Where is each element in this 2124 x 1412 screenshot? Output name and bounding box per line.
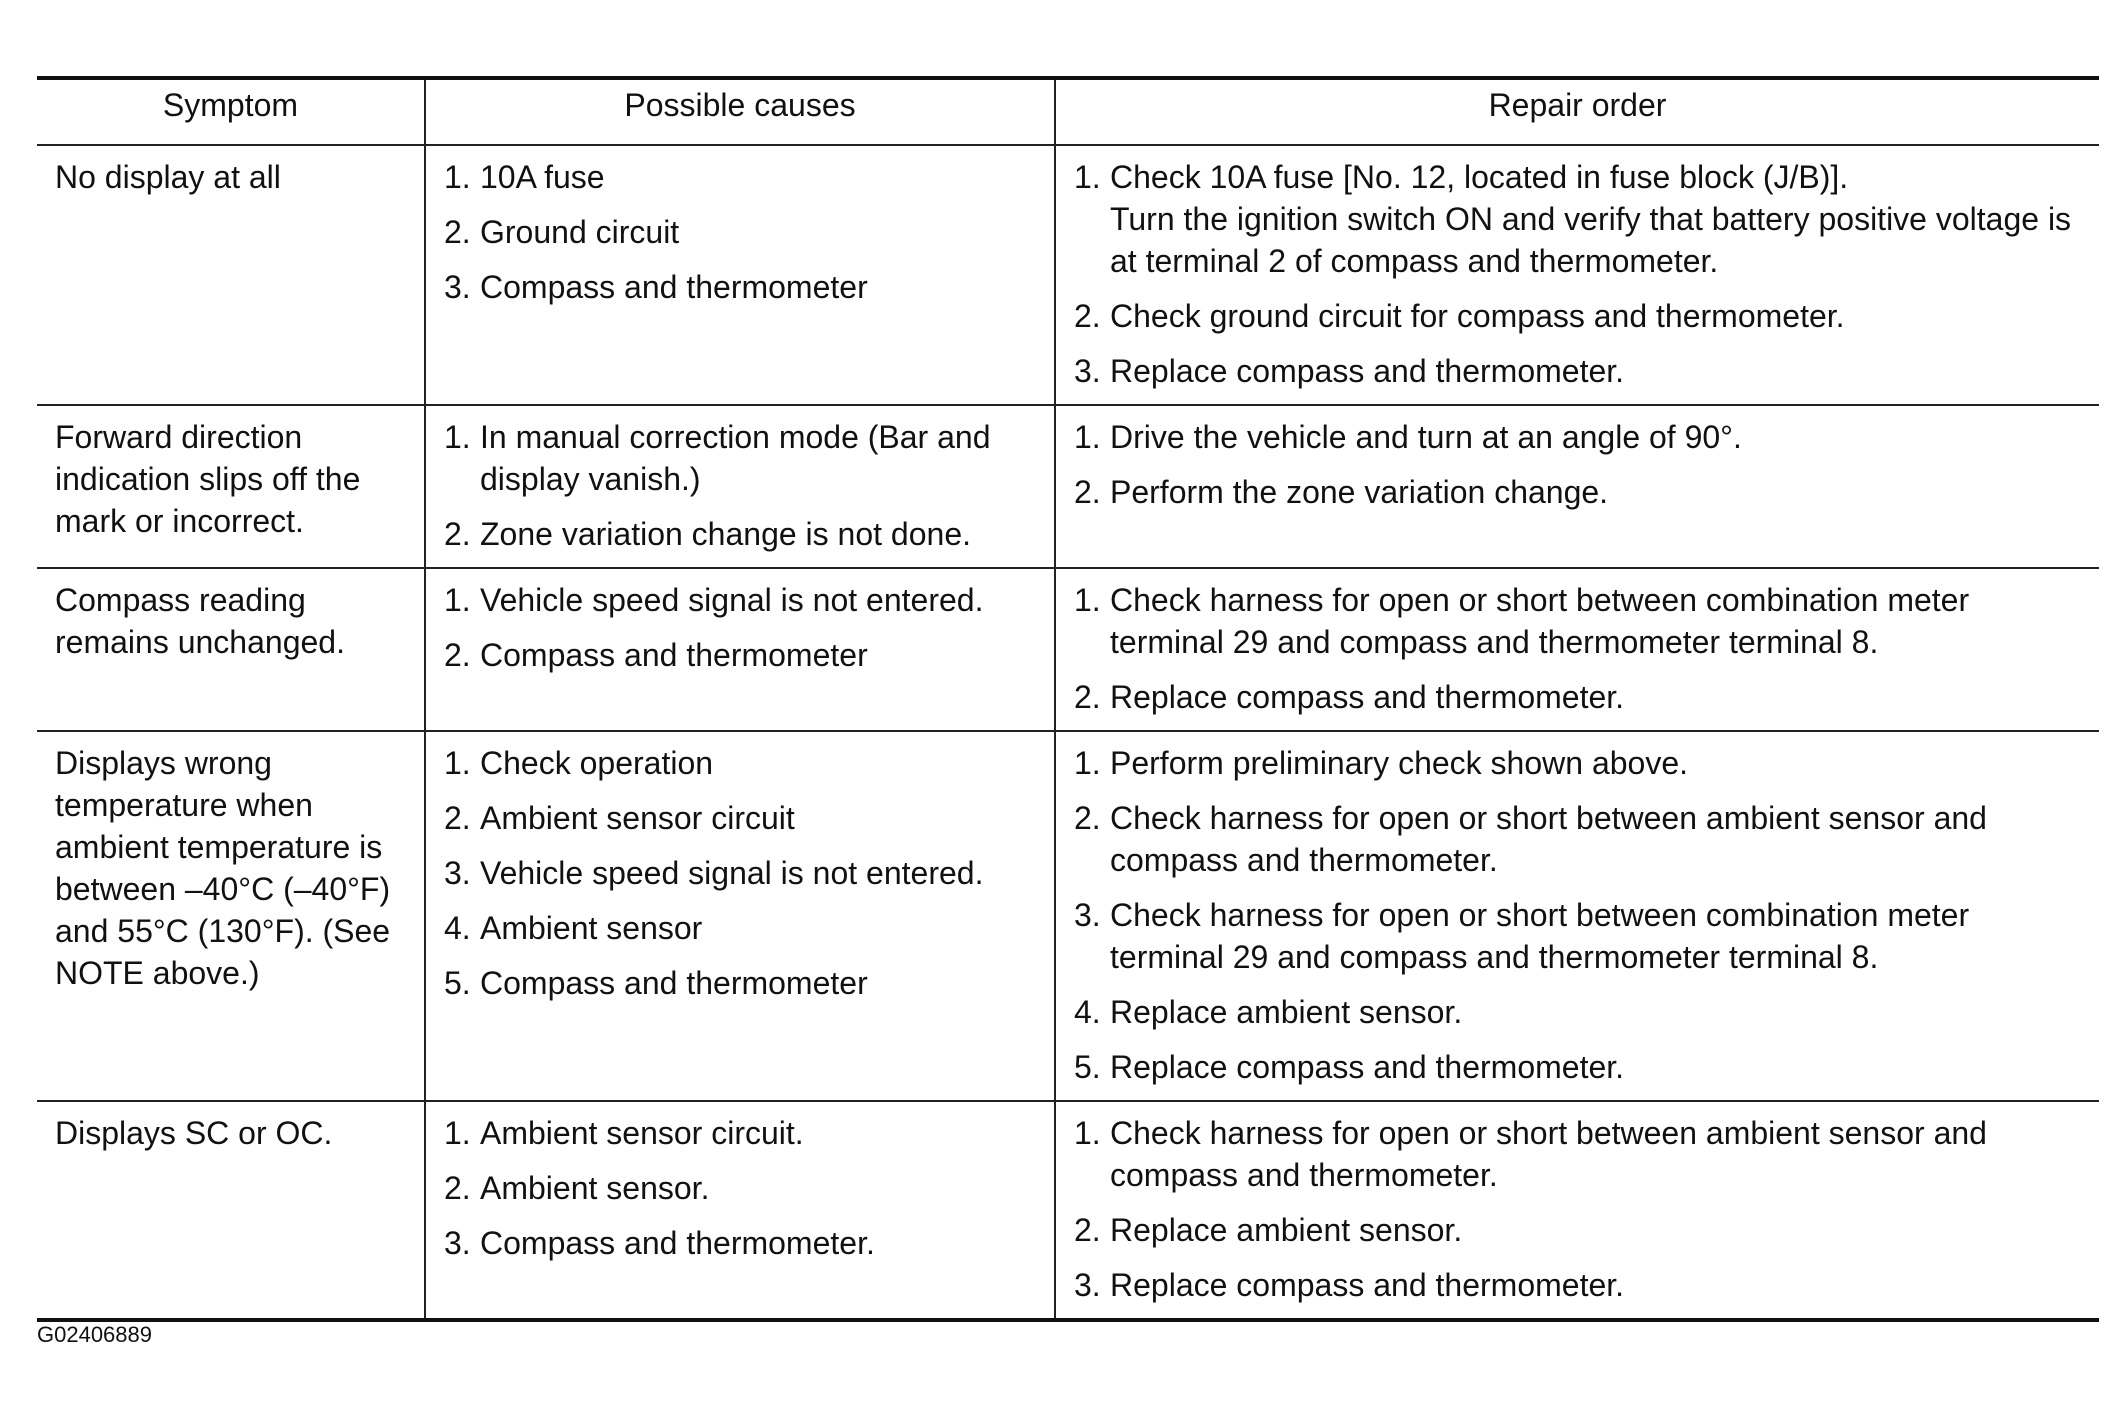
item-text: Check harness for open or short between ambient sensor and compass and thermometer.: [1110, 800, 1987, 878]
repair-cell-list: [1074, 742, 2085, 1088]
item-text-block: [480, 211, 1040, 253]
item-text: Perform preliminary check shown above.: [1110, 745, 1689, 781]
item-number: 2.: [1074, 679, 1101, 715]
cause-item: [444, 416, 1040, 500]
item-text-block: [1110, 742, 2085, 784]
item-text-block: [480, 1222, 1040, 1264]
item-text-block: [480, 634, 1040, 676]
item-text-block: [1110, 1264, 2085, 1306]
item-text: Ambient sensor circuit: [480, 800, 795, 836]
cause-item: [444, 797, 1040, 839]
causes-cell: [425, 405, 1055, 568]
item-text-block: [1110, 894, 2085, 978]
item-text-block: [480, 1167, 1040, 1209]
repair-item: [1074, 416, 2085, 458]
item-number: 2.: [444, 800, 471, 836]
table-row: [37, 405, 2099, 568]
item-text-block: [480, 156, 1040, 198]
item-text-block: [1110, 350, 2085, 392]
item-number: 1.: [1074, 159, 1101, 195]
item-text-block: [1110, 676, 2085, 718]
item-text: Replace ambient sensor.: [1110, 1212, 1463, 1248]
item-number: 3.: [444, 1225, 471, 1261]
item-number: 3.: [444, 269, 471, 305]
item-text-block: [1110, 471, 2085, 513]
repair-item: [1074, 676, 2085, 718]
item-text-block: [480, 797, 1040, 839]
causes-cell-list: [444, 156, 1040, 308]
causes-cell: [425, 731, 1055, 1101]
item-text: Check harness for open or short between combination meter terminal 29 and compass and thermometer terminal 8.: [1110, 897, 1970, 975]
item-number: 2.: [1074, 800, 1101, 836]
repair-item: [1074, 295, 2085, 337]
symptom-cell: [37, 568, 425, 731]
item-text: Vehicle speed signal is not entered.: [480, 582, 984, 618]
item-number: 3.: [1074, 353, 1101, 389]
cause-item: [444, 634, 1040, 676]
item-text: Compass and thermometer.: [480, 1225, 875, 1261]
item-text: Compass and thermometer: [480, 637, 868, 673]
repair-item: [1074, 991, 2085, 1033]
item-text-block: [480, 907, 1040, 949]
symptom-text: No display at all: [55, 159, 281, 195]
item-number: 1.: [1074, 1115, 1101, 1151]
causes-cell-list: [444, 742, 1040, 1004]
symptom-cell: [37, 405, 425, 568]
item-text: Check 10A fuse [No. 12, located in fuse block (J/B)].: [1110, 159, 1849, 195]
item-text-block: [480, 1112, 1040, 1154]
item-text-block: [1110, 1112, 2085, 1196]
item-text-block: [480, 416, 1040, 500]
item-number: 4.: [444, 910, 471, 946]
cause-item: [444, 962, 1040, 1004]
item-text-block: [1110, 797, 2085, 881]
cause-item: [444, 211, 1040, 253]
cause-item: [444, 852, 1040, 894]
repair-item: [1074, 579, 2085, 663]
cause-item: [444, 513, 1040, 555]
symptom-cell: [37, 145, 425, 405]
symptom-text: Forward direction indication slips off the mark or incorrect.: [55, 419, 361, 539]
cause-item: [444, 156, 1040, 198]
item-text: Replace compass and thermometer.: [1110, 353, 1625, 389]
repair-cell: [1055, 405, 2099, 568]
item-text: Vehicle speed signal is not entered.: [480, 855, 984, 891]
item-text-block: [480, 742, 1040, 784]
repair-item: [1074, 1264, 2085, 1306]
item-text: Ambient sensor circuit.: [480, 1115, 804, 1151]
item-text: Check operation: [480, 745, 714, 781]
item-text: Ambient sensor: [480, 910, 703, 946]
table-row: [37, 1101, 2099, 1320]
table-header-row: [37, 78, 2099, 145]
item-note: Turn the ignition switch ON and verify that battery positive voltage is at terminal 2 of compass and thermometer.: [1110, 201, 2072, 279]
repair-cell: [1055, 1101, 2099, 1320]
table-row: [37, 568, 2099, 731]
symptom-text: Displays SC or OC.: [55, 1115, 333, 1151]
figure-code: G02406889: [37, 1322, 152, 1347]
cause-item: [444, 266, 1040, 308]
item-text: Compass and thermometer: [480, 269, 868, 305]
repair-cell: [1055, 145, 2099, 405]
cause-item: [444, 1167, 1040, 1209]
item-text: Check harness for open or short between combination meter terminal 29 and compass and thermometer terminal 8.: [1110, 582, 1970, 660]
item-text: Replace compass and thermometer.: [1110, 679, 1625, 715]
cause-item: [444, 742, 1040, 784]
item-text: Ambient sensor.: [480, 1170, 710, 1206]
item-text: Ground circuit: [480, 214, 680, 250]
cause-item: [444, 907, 1040, 949]
item-text-block: [1110, 579, 2085, 663]
repair-cell-list: [1074, 156, 2085, 392]
table-row: [37, 145, 2099, 405]
item-text: Compass and thermometer: [480, 965, 868, 1001]
item-text-block: [1110, 295, 2085, 337]
symptom-cell: [37, 731, 425, 1101]
column-header-repair-order: Repair order: [1055, 78, 2099, 145]
item-number: 1.: [1074, 419, 1101, 455]
item-text: Check harness for open or short between ambient sensor and compass and thermometer.: [1110, 1115, 1987, 1193]
item-text: In manual correction mode (Bar and display vanish.): [480, 419, 991, 497]
item-number: 2.: [444, 1170, 471, 1206]
repair-cell: [1055, 568, 2099, 731]
item-text: Check ground circuit for compass and thermometer.: [1110, 298, 1845, 334]
item-number: 3.: [1074, 1267, 1101, 1303]
item-text-block: [480, 513, 1040, 555]
item-number: 1.: [444, 582, 471, 618]
column-header-possible-causes: Possible causes: [425, 78, 1055, 145]
cause-item: [444, 1112, 1040, 1154]
cause-item: [444, 579, 1040, 621]
symptom-text: Displays wrong temperature when ambient temperature is between –40°C (–40°F) and 55°C (130°F). (See NOTE above.): [55, 745, 391, 991]
item-number: 2.: [444, 516, 471, 552]
item-text: 10A fuse: [480, 159, 605, 195]
repair-item: [1074, 471, 2085, 513]
repair-item: [1074, 797, 2085, 881]
symptom-text: Compass reading remains unchanged.: [55, 582, 345, 660]
repair-cell-list: [1074, 416, 2085, 513]
causes-cell-list: [444, 416, 1040, 555]
item-number: 2.: [444, 214, 471, 250]
item-text: Zone variation change is not done.: [480, 516, 971, 552]
item-number: 1.: [1074, 582, 1101, 618]
item-number: 5.: [1074, 1049, 1101, 1085]
table-body: [37, 145, 2099, 1320]
item-number: 1.: [444, 159, 471, 195]
item-text: Drive the vehicle and turn at an angle of 90°.: [1110, 419, 1742, 455]
column-header-symptom: Symptom: [37, 78, 425, 145]
item-number: 1.: [444, 419, 471, 455]
item-text: Replace compass and thermometer.: [1110, 1267, 1625, 1303]
repair-item: [1074, 1112, 2085, 1196]
repair-item: [1074, 350, 2085, 392]
table-row: [37, 731, 2099, 1101]
causes-cell-list: [444, 1112, 1040, 1264]
item-number: 5.: [444, 965, 471, 1001]
troubleshooting-table: [37, 76, 2099, 1322]
item-number: 1.: [444, 745, 471, 781]
symptom-cell: [37, 1101, 425, 1320]
repair-item: [1074, 742, 2085, 784]
item-text-block: [480, 266, 1040, 308]
item-number: 1.: [1074, 745, 1101, 781]
item-text-block: [1110, 1209, 2085, 1251]
item-number: 2.: [444, 637, 471, 673]
item-text-block: [1110, 1046, 2085, 1088]
repair-item: [1074, 156, 2085, 282]
item-number: 2.: [1074, 1212, 1101, 1248]
causes-cell: [425, 145, 1055, 405]
causes-cell: [425, 568, 1055, 731]
item-number: 2.: [1074, 474, 1101, 510]
item-text: Replace ambient sensor.: [1110, 994, 1463, 1030]
item-number: 3.: [444, 855, 471, 891]
repair-item: [1074, 1046, 2085, 1088]
item-text-block: [1110, 991, 2085, 1033]
repair-item: [1074, 894, 2085, 978]
item-number: 3.: [1074, 897, 1101, 933]
item-text-block: [1110, 416, 2085, 458]
repair-cell-list: [1074, 579, 2085, 718]
item-text-block: [480, 579, 1040, 621]
item-text-block: [1110, 156, 2085, 282]
causes-cell-list: [444, 579, 1040, 676]
repair-cell: [1055, 731, 2099, 1101]
item-text: Perform the zone variation change.: [1110, 474, 1609, 510]
item-number: 1.: [444, 1115, 471, 1151]
item-text: Replace compass and thermometer.: [1110, 1049, 1625, 1085]
causes-cell: [425, 1101, 1055, 1320]
item-number: 4.: [1074, 994, 1101, 1030]
item-text-block: [480, 962, 1040, 1004]
cause-item: [444, 1222, 1040, 1264]
item-text-block: [480, 852, 1040, 894]
repair-item: [1074, 1209, 2085, 1251]
item-number: 2.: [1074, 298, 1101, 334]
repair-cell-list: [1074, 1112, 2085, 1306]
